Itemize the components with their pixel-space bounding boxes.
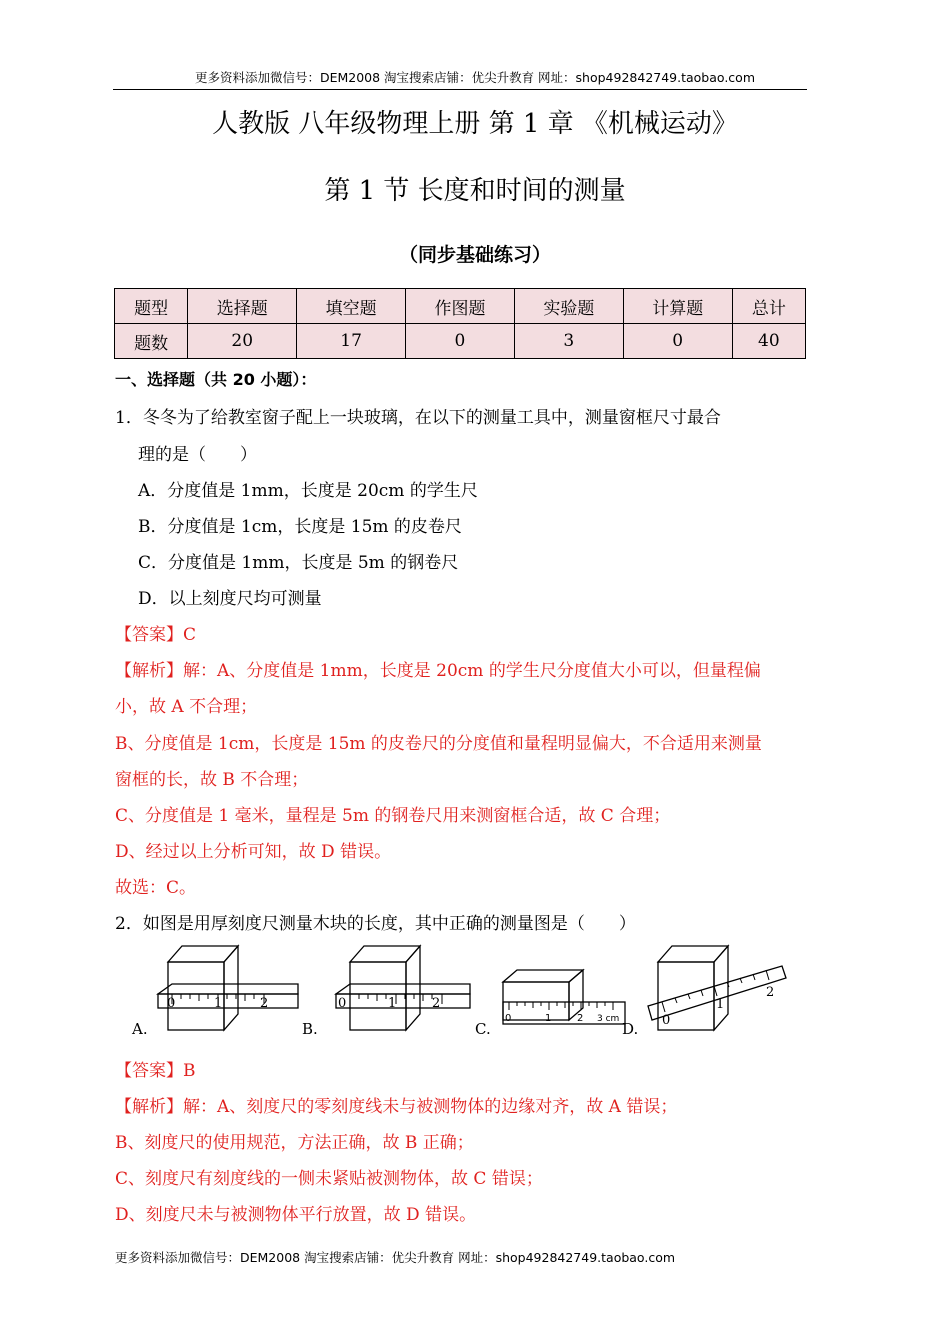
page-header: 更多资料添加微信号：DEM2008 淘宝搜索店铺：优尖升教育 网址：shop492842749.taobao.com bbox=[194, 70, 756, 85]
block-top bbox=[658, 946, 728, 962]
q1-explanation-3: B、分度值是 1cm，长度是 15m 的皮卷尺的分度值和量程明显偏大，不合适用来测量 bbox=[115, 734, 762, 754]
exercise-subtitle: （同步基础练习） bbox=[398, 244, 551, 266]
ruler-label-0: 0 bbox=[505, 1013, 512, 1024]
block-side bbox=[406, 946, 420, 1030]
ruler-top bbox=[158, 984, 298, 994]
block-front bbox=[503, 982, 569, 1020]
q2-explanation-3: C、刻度尺有刻度线的一侧未紧贴被测物体，故 C 错误； bbox=[115, 1169, 543, 1189]
q1-explanation-5: C、分度值是 1 毫米，量程是 5m 的钢卷尺用来测窗框合适，故 C 合理； bbox=[115, 806, 671, 826]
table-cell: 20 bbox=[188, 324, 297, 359]
table-cell: 选择题 bbox=[188, 289, 297, 324]
q1-explanation-7: 故选：C。 bbox=[115, 878, 197, 898]
table-cell: 填空题 bbox=[297, 289, 406, 324]
q1-explanation-4: 窗框的长，故 B 不合理； bbox=[115, 770, 309, 790]
q2-explanation-1: 【解析】解：A、刻度尺的零刻度线未与被测物体的边缘对齐，故 A 错误； bbox=[115, 1097, 678, 1117]
block-front bbox=[350, 962, 406, 1030]
header-rule bbox=[113, 89, 807, 90]
figure-label-d: D. bbox=[622, 1020, 639, 1038]
q1-explanation-1: 【解析】解：A、分度值是 1mm，长度是 20cm 的学生尺分度值大小可以，但量程偏 bbox=[115, 661, 761, 681]
figure-b bbox=[300, 940, 475, 1040]
figure-a bbox=[130, 940, 305, 1040]
table-cell: 实验题 bbox=[514, 289, 623, 324]
table-cell: 40 bbox=[732, 324, 805, 359]
q1-explanation-2: 小，故 A 不合理； bbox=[115, 697, 258, 717]
block-side bbox=[224, 946, 238, 1030]
q2-explanation-2: B、刻度尺的使用规范，方法正确，故 B 正确； bbox=[115, 1133, 474, 1153]
figure-d bbox=[620, 940, 795, 1040]
section-title: 第 1 节 长度和时间的测量 bbox=[324, 176, 626, 206]
book-title: 人教版 八年级物理上册 第 1 章 《机械运动》 bbox=[212, 109, 738, 139]
ruler-label-2: 2 bbox=[577, 1013, 584, 1024]
ruler-label-1: 1 bbox=[545, 1013, 552, 1024]
block-top bbox=[168, 946, 238, 962]
q1-stem-line2: 理的是（ ） bbox=[138, 445, 257, 465]
q2-explanation-4: D、刻度尺未与被测物体平行放置，故 D 错误。 bbox=[115, 1205, 477, 1225]
page-footer: 更多资料添加微信号：DEM2008 淘宝搜索店铺：优尖升教育 网址：shop492842749.taobao.com bbox=[115, 1250, 676, 1265]
block-side bbox=[714, 946, 728, 1030]
ruler-label-2: 2 bbox=[432, 996, 441, 1011]
figure-c bbox=[473, 940, 633, 1040]
figure-label-b: B. bbox=[302, 1020, 318, 1038]
ruler-label-3: 3 cm bbox=[597, 1014, 620, 1024]
ruler-label-1: 1 bbox=[388, 996, 397, 1011]
ruler-label-0: 0 bbox=[167, 996, 176, 1011]
table-row bbox=[115, 289, 806, 324]
table-cell: 3 bbox=[514, 324, 623, 359]
ruler-label-1: 1 bbox=[214, 996, 223, 1011]
ruler-label-2: 2 bbox=[766, 985, 775, 1000]
table-cell: 计算题 bbox=[623, 289, 732, 324]
q1-explanation-6: D、经过以上分析可知，故 D 错误。 bbox=[115, 842, 392, 862]
ruler-top bbox=[336, 984, 470, 994]
table-cell: 0 bbox=[406, 324, 515, 359]
figure-label-c: C. bbox=[475, 1020, 491, 1038]
q2-stem: 2．如图是用厚刻度尺测量木块的长度，其中正确的测量图是（ ） bbox=[115, 914, 636, 934]
q1-option-b: B．分度值是 1cm，长度是 15m 的皮卷尺 bbox=[138, 517, 462, 537]
table-cell: 0 bbox=[623, 324, 732, 359]
question-stats-table bbox=[114, 288, 806, 359]
table-cell: 作图题 bbox=[406, 289, 515, 324]
q2-answer: 【答案】B bbox=[115, 1061, 196, 1081]
q1-stem-line1: 1．冬冬为了给教室窗子配上一块玻璃，在以下的测量工具中，测量窗框尺寸最合 bbox=[115, 408, 721, 428]
ruler-body bbox=[336, 994, 470, 1008]
table-cell: 17 bbox=[297, 324, 406, 359]
ruler-body bbox=[158, 994, 298, 1008]
ruler-label-2: 2 bbox=[260, 996, 269, 1011]
ruler-label-0: 0 bbox=[662, 1013, 671, 1028]
table-cell: 总计 bbox=[732, 289, 805, 324]
section-heading: 一、选择题（共 20 小题）： bbox=[115, 370, 317, 389]
ruler-label-1: 1 bbox=[716, 997, 725, 1012]
block-top bbox=[350, 946, 420, 962]
figure-label-a: A. bbox=[132, 1020, 148, 1038]
ruler-label-0: 0 bbox=[338, 996, 347, 1011]
q1-option-d: D．以上刻度尺均可测量 bbox=[138, 589, 322, 609]
ruler-ticks bbox=[509, 1002, 613, 1010]
q1-answer: 【答案】C bbox=[115, 625, 197, 645]
table-row bbox=[115, 324, 806, 359]
table-cell: 题数 bbox=[115, 324, 188, 359]
q1-option-c: C．分度值是 1mm，长度是 5m 的钢卷尺 bbox=[138, 553, 459, 573]
q1-option-a: A．分度值是 1mm，长度是 20cm 的学生尺 bbox=[138, 481, 478, 501]
table-cell: 题型 bbox=[115, 289, 188, 324]
